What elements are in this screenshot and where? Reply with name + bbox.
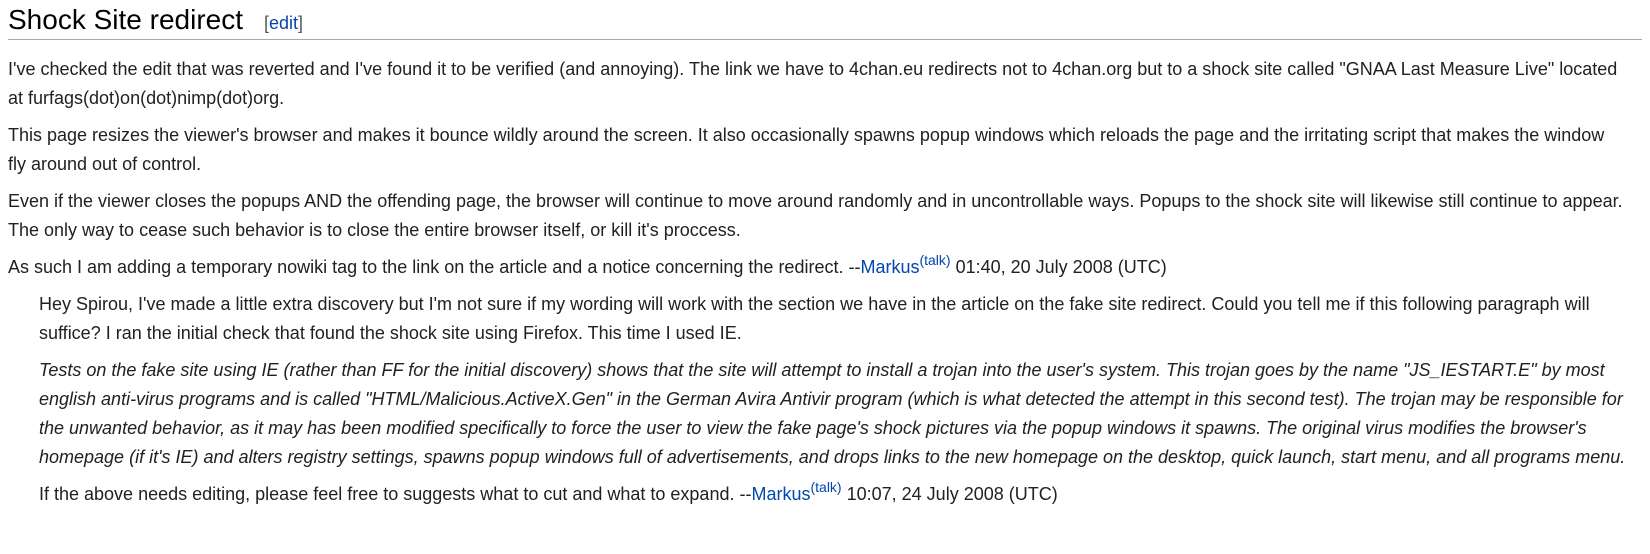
timestamp: 01:40, 20 July 2008 (UTC)	[950, 257, 1167, 277]
reply-quote-text: Tests on the fake site using IE (rather than FF for the initial discovery) shows that the site will attempt to install a trojan into the user's system. This trojan goes by the name "JS_IESTART.E" by most english anti-virus programs and is called "HTML/Malicious.ActiveX.Gen" in the German Avira Antivir program (which is what detected the attempt in this second test). The trojan may be responsible for the unwanted behavior, as it may has been modified specifically to force the user to view the fake page's shock pictures via the popup windows it spawns. The original virus modifies the browser's homepage (if it's IE) and alters registry settings, spawns popup windows full of advertisements, and drops links to the new homepage on the desktop, quick launch, start menu, and all programs menu.	[39, 360, 1626, 467]
reply-closing-text: If the above needs editing, please feel free to suggests what to cut and what to expand. --	[39, 484, 752, 504]
section-title: Shock Site redirect	[8, 4, 243, 35]
reply-timestamp: 10:07, 24 July 2008 (UTC)	[841, 484, 1058, 504]
talk-link[interactable]: (talk)	[919, 252, 951, 268]
reply-intro: Hey Spirou, I've made a little extra discovery but I'm not sure if my wording will work with the section we have in the article on the fake site redirect. Could you tell me if this following paragraph will suffice? I ran the initial check that found the shock site using Firefox. This time I used IE.	[39, 294, 1590, 343]
signed-comment	[8, 253, 1626, 282]
paragraph-2: This page resizes the viewer's browser and makes it bounce wildly around the screen. It also occasionally spawns popup windows which reloads the page and the irritating script that makes the window fly around out of control.	[8, 125, 1605, 174]
edit-bracket-open: [	[264, 13, 270, 33]
reply-quote	[39, 356, 1626, 472]
user-link[interactable]: Markus	[860, 257, 920, 277]
discussion-body	[8, 40, 1626, 509]
reply-block	[39, 290, 1626, 509]
reply-closing	[39, 480, 1626, 509]
reply-talk-link[interactable]: (talk)	[810, 479, 842, 495]
reply-talk-sup	[810, 479, 841, 495]
edit-link[interactable]: edit	[269, 13, 299, 33]
signed-comment-text: As such I am adding a temporary nowiki tag to the link on the article and a notice concerning the redirect. --	[8, 257, 861, 277]
talk-sup	[919, 252, 950, 268]
reply-user-link[interactable]: Markus	[751, 484, 811, 504]
edit-section	[264, 9, 303, 38]
paragraph-1: I've checked the edit that was reverted and I've found it to be verified (and annoying). The link we have to 4chan.eu redirects not to 4chan.org but to a shock site called "GNAA Last Measure Live" located at furfags(dot)on(dot)nimp(dot)org.	[8, 59, 1618, 108]
edit-bracket-close: ]	[298, 13, 304, 33]
paragraph-3: Even if the viewer closes the popups AND the offending page, the browser will continue to move around randomly and in uncontrollable ways. Popups to the shock site will likewise still continue to appear. The only way to cease such behavior is to close the entire browser itself, or kill it's proccess.	[8, 191, 1623, 240]
section-heading	[8, 0, 1642, 40]
